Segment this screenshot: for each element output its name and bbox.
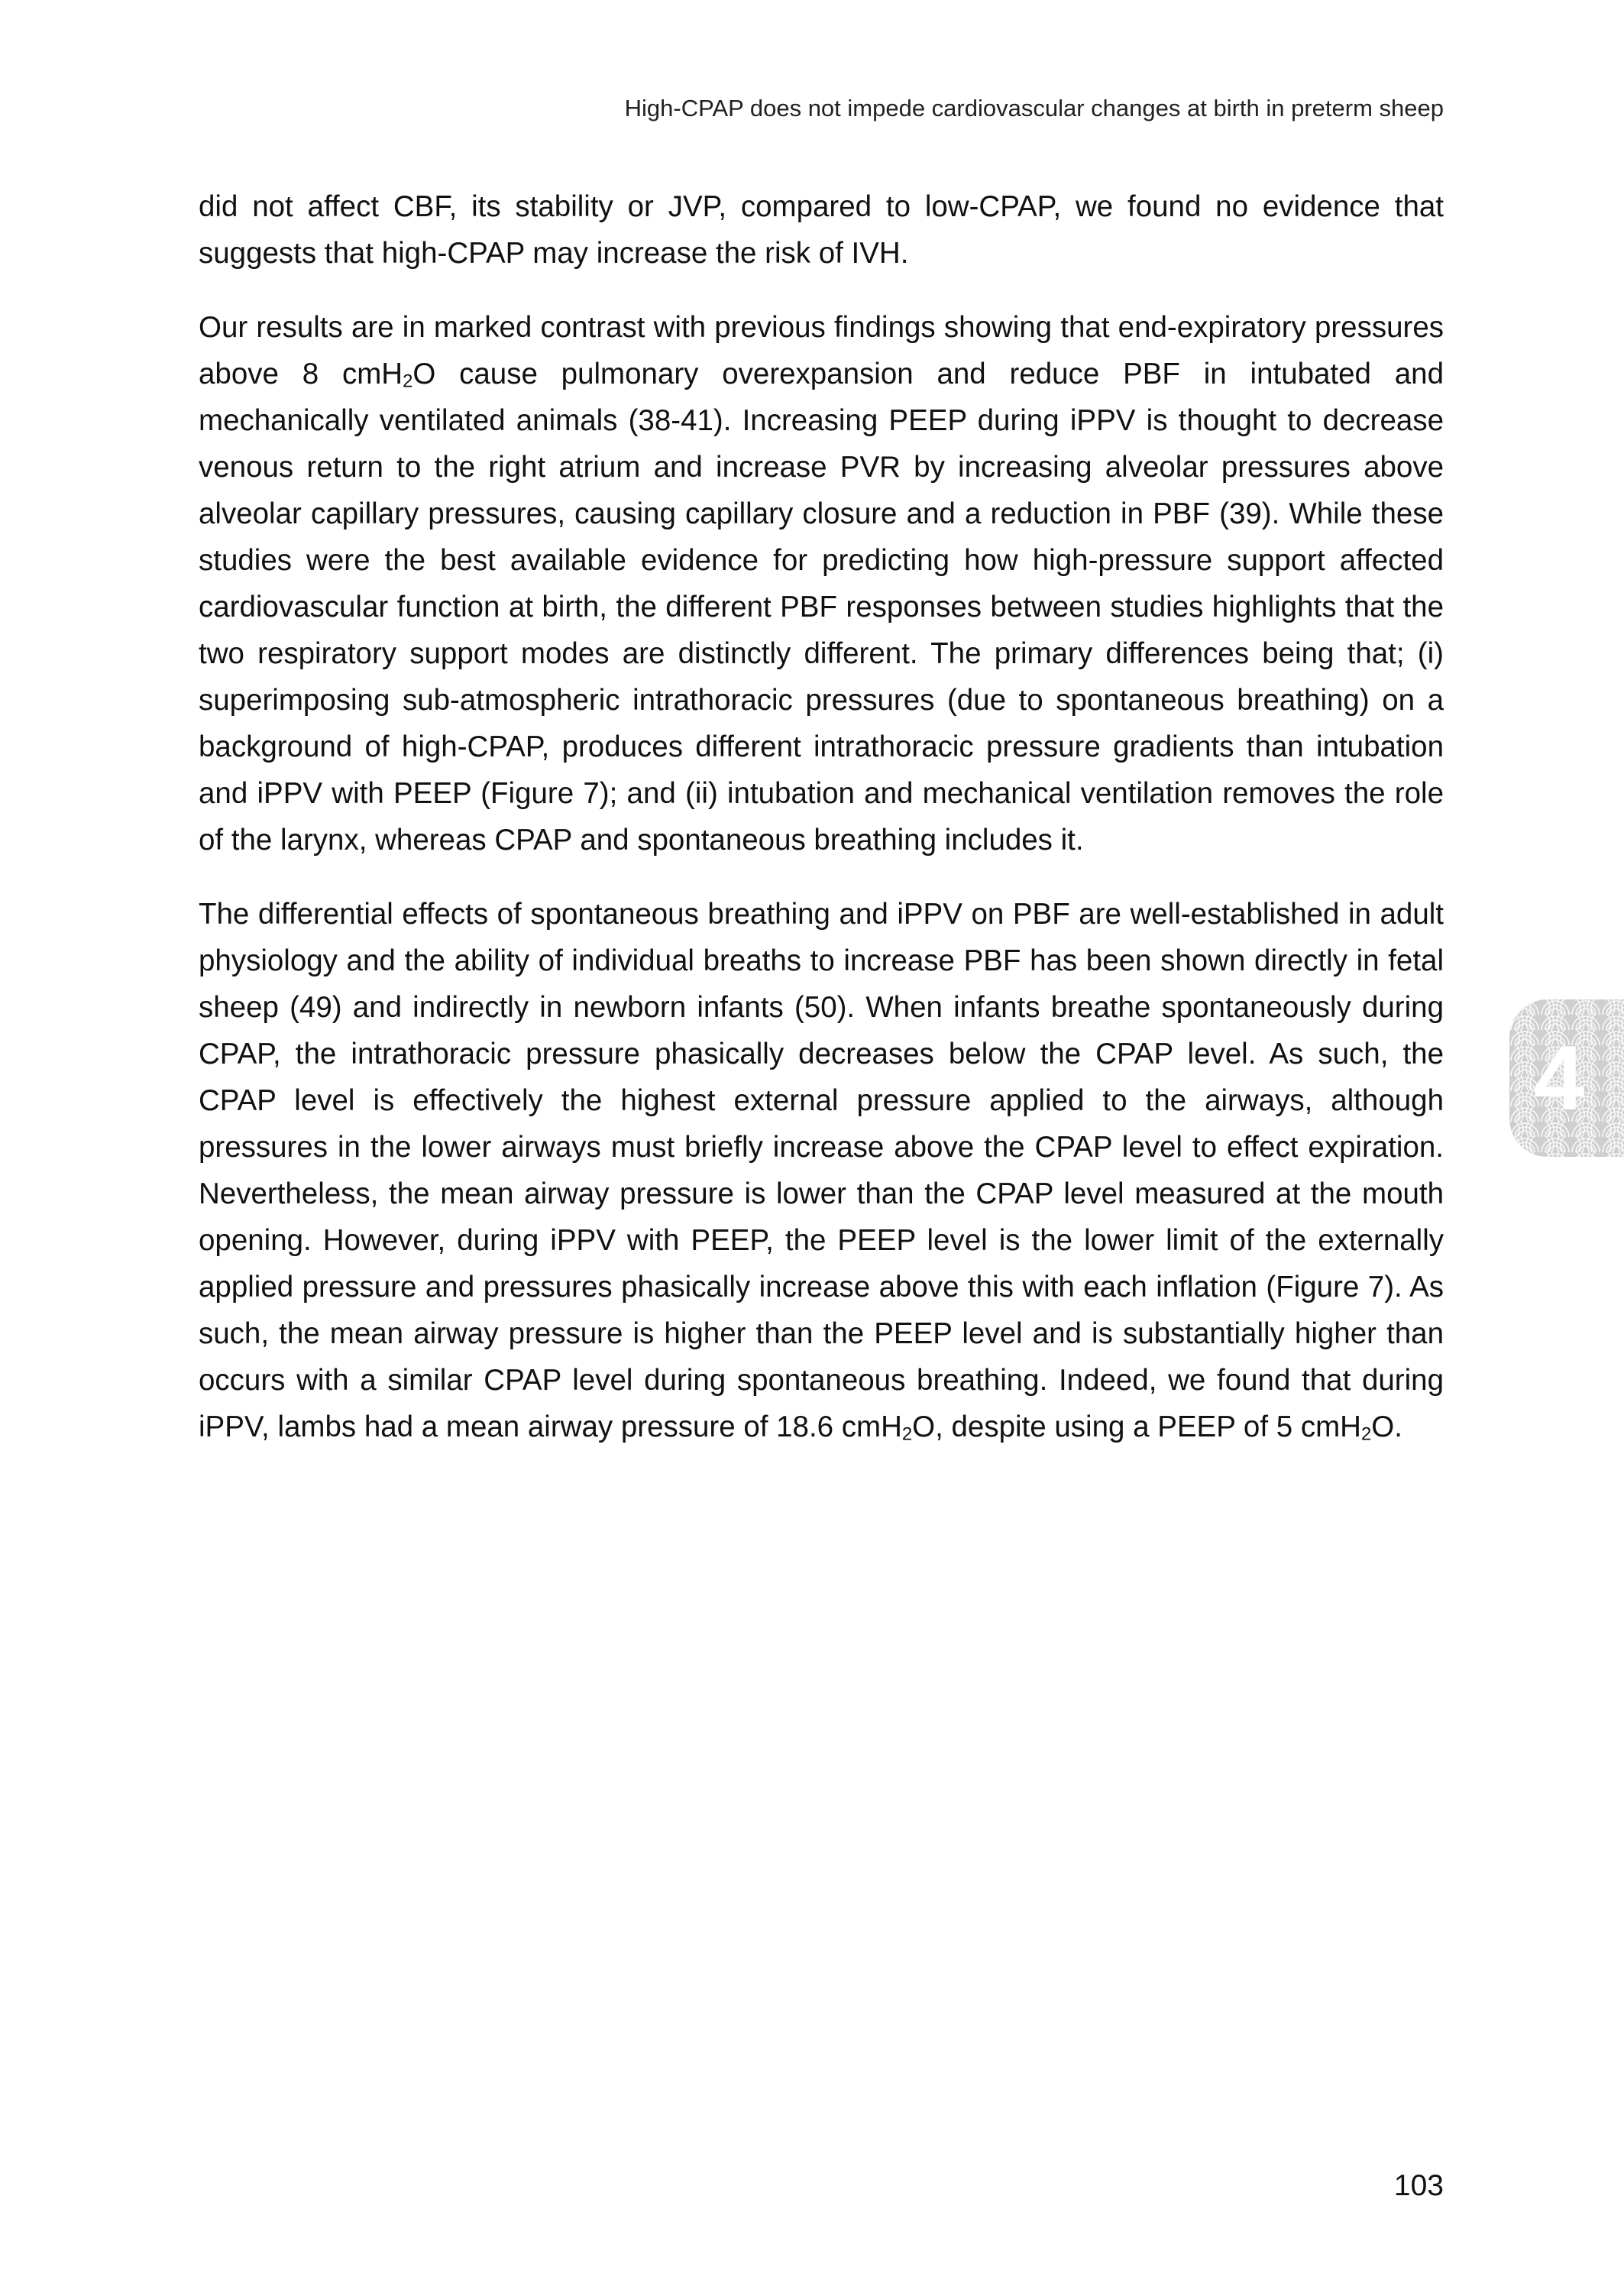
subscript: 2 [901, 1423, 913, 1445]
chapter-tab [1509, 999, 1624, 1157]
paragraph [199, 304, 1444, 863]
paragraph [199, 891, 1444, 1450]
chapter-number: 4 [1533, 1027, 1585, 1129]
text-run: O. [1371, 1410, 1402, 1443]
text-run: O cause pulmonary overexpansion and reduce PBF in intubated and mechanically ventilated animals (38-41). Increasing PEEP during iPPV is thought to decrease venous return to the right atrium and increase PVR by increasing alveolar pressures above alveolar capillary pressures, causing capillary closure and a reduction in PBF (39). While these studies were the best available evidence for predicting how high-pressure support affected cardiovascular function at birth, the different PBF responses between studies highlights that the two respiratory support modes are distinctly different. The primary differences being that; (i) superimposing sub-atmospheric intrathoracic pressures (due to spontaneous breathing) on a background of high-CPAP, produces different intrathoracic pressure gradients than intubation and iPPV with PEEP (Figure 7); and (ii) intubation and mechanical ventilation removes the role of the larynx, whereas CPAP and spontaneous breathing includes it. [199, 358, 1444, 857]
paragraph [199, 183, 1444, 277]
text-run: O, despite using a PEEP of 5 cmH [912, 1410, 1361, 1443]
page-number: 103 [1393, 2169, 1444, 2202]
text-run: did not affect CBF, its stability or JVP, compared to low-CPAP, we found no evidence that suggests that high-CPAP may increase the risk of IVH. [199, 190, 1444, 270]
running-header: High-CPAP does not impede cardiovascular changes at birth in preterm sheep [624, 95, 1444, 121]
text-run: The differential effects of spontaneous breathing and iPPV on PBF are well-established in adult physiology and the ability of individual breaths to increase PBF has been shown directly in fetal sheep (49) and indirectly in newborn infants (50). When infants breathe spontaneously during CPAP, the intrathoracic pressure phasically decreases below the CPAP level. As such, the CPAP level is effectively the highest external pressure applied to the airways, although pressures in the lower airways must briefly increase above the CPAP level to effect expiration. Nevertheless, the mean airway pressure is lower than the CPAP level measured at the mouth opening. However, during iPPV with PEEP, the PEEP level is the lower limit of the externally applied pressure and pressures phasically increase above this with each inflation (Figure 7). As such, the mean airway pressure is higher than the PEEP level and is substantially higher than occurs with a similar CPAP level during spontaneous breathing. Indeed, we found that during iPPV, lambs had a mean airway pressure of 18.6 cmH [199, 898, 1444, 1443]
subscript: 2 [1360, 1423, 1372, 1445]
text-run: Our results are in marked contrast with previous findings showing that end-expiratory pressures above 8 cmH [199, 311, 1444, 390]
subscript: 2 [403, 371, 413, 392]
body-text [199, 183, 1444, 1478]
